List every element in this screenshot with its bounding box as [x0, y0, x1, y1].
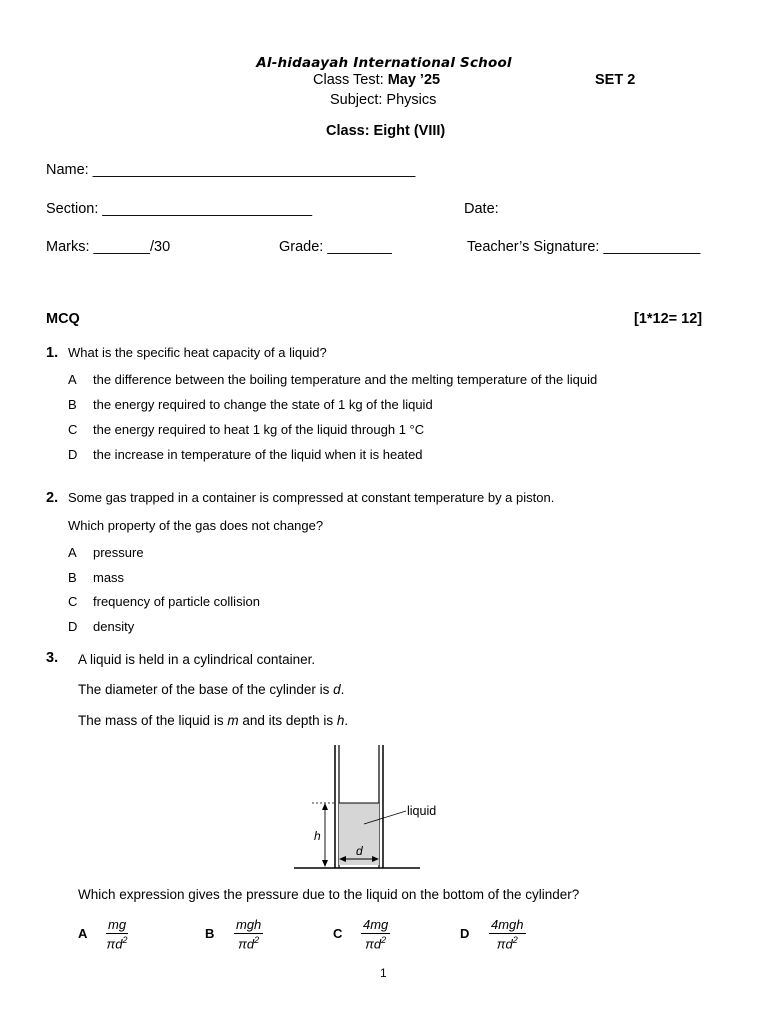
q2-option-d[interactable]: density: [93, 619, 135, 634]
q2-text: Some gas trapped in a container is compressed at constant temperature by a piston.: [68, 490, 555, 505]
q1-option-a[interactable]: the difference between the boiling temperature and the melting temperature of the liquid: [93, 372, 598, 387]
q3-var-m: m: [227, 713, 239, 728]
q3-number: 3.: [46, 650, 59, 666]
class-test-label: Class Test:: [313, 72, 384, 88]
fraction-numerator: mg: [108, 917, 127, 932]
q1-option-c[interactable]: the energy required to heat 1 kg of the liquid through 1 °C: [93, 422, 425, 437]
denominator-base: πd: [496, 936, 513, 952]
q3-line3-post: .: [344, 713, 349, 728]
denominator-base: πd: [365, 936, 382, 952]
fraction-denominator: [234, 934, 263, 951]
class-test-line: [313, 72, 440, 88]
q2-option-a[interactable]: pressure: [93, 545, 144, 560]
q1-option-letter: D: [68, 447, 78, 462]
q3-line3-mid: and its depth is: [238, 713, 337, 728]
q2-option-letter: B: [68, 570, 77, 585]
q2-option-letter: A: [68, 545, 77, 560]
q3-line2: [78, 682, 344, 697]
q2-option-b[interactable]: mass: [93, 570, 125, 585]
denominator-base: πd: [238, 936, 255, 952]
fraction-denominator: [106, 934, 128, 951]
section-field[interactable]: Section: __________________________: [46, 201, 313, 217]
date-field[interactable]: Date:: [464, 201, 499, 217]
h-arrow-head-top: [322, 803, 328, 810]
denominator-exponent: 2: [254, 935, 260, 945]
q1-option-letter: C: [68, 422, 78, 437]
q1-option-letter: A: [68, 372, 77, 387]
q1-option-b[interactable]: the energy required to change the state of 1 kg of the liquid: [93, 397, 433, 412]
fraction-denominator: [361, 934, 390, 951]
q2-subtext: Which property of the gas does not change?: [68, 518, 324, 533]
q3-option-letter: A: [78, 926, 88, 941]
q3-option-b[interactable]: [234, 917, 263, 951]
grade-field[interactable]: Grade: ________: [279, 239, 392, 255]
q3-option-d[interactable]: [489, 917, 526, 951]
q2-option-letter: D: [68, 619, 78, 634]
set-label: SET 2: [595, 72, 636, 88]
q3-option-letter: B: [205, 926, 215, 941]
mcq-marks: [1*12= 12]: [634, 311, 703, 327]
school-name: Al-hidaayah International School: [256, 55, 512, 71]
q3-question: Which expression gives the pressure due to the liquid on the bottom of the cylinder?: [78, 887, 580, 902]
subject-label: Subject: Physics: [330, 92, 437, 108]
marks-field[interactable]: Marks: _______/30: [46, 239, 171, 255]
h-arrow-head-bottom: [322, 860, 328, 867]
class-label: Class: Eight (VIII): [326, 123, 446, 139]
fraction-numerator: 4mg: [363, 917, 389, 932]
q3-line1: A liquid is held in a cylindrical container.: [78, 652, 316, 667]
page-number: 1: [380, 966, 387, 980]
q3-var-d: d: [333, 682, 341, 697]
q3-option-a[interactable]: [106, 917, 128, 951]
signature-field[interactable]: Teacher’s Signature: ____________: [467, 239, 701, 255]
name-field[interactable]: Name: ________________________________________: [46, 162, 416, 178]
class-test-value: May ’25: [387, 72, 441, 88]
q3-line3: [78, 713, 348, 728]
q1-option-letter: B: [68, 397, 77, 412]
denominator-exponent: 2: [512, 935, 518, 945]
q3-option-letter: C: [333, 926, 343, 941]
q1-option-d[interactable]: the increase in temperature of the liquid when it is heated: [93, 447, 423, 462]
q3-line2-pre: The diameter of the base of the cylinder is: [78, 682, 334, 697]
denominator-exponent: 2: [122, 935, 128, 945]
denominator-exponent: 2: [381, 935, 387, 945]
q1-number: 1.: [46, 345, 59, 361]
liquid-label: liquid: [407, 804, 437, 818]
q3-line3-pre: The mass of the liquid is: [78, 713, 228, 728]
fraction-numerator: 4mgh: [491, 917, 524, 932]
q2-option-letter: C: [68, 594, 78, 609]
mcq-title: MCQ: [46, 311, 80, 327]
q3-option-letter: D: [460, 926, 470, 941]
d-label: d: [356, 844, 363, 858]
fraction-denominator: [489, 934, 526, 951]
q2-number: 2.: [46, 490, 59, 506]
q2-option-c[interactable]: frequency of particle collision: [93, 594, 260, 609]
h-label: h: [314, 829, 321, 843]
q3-line2-post: .: [340, 682, 345, 697]
q1-text: What is the specific heat capacity of a liquid?: [68, 345, 327, 360]
q3-option-c[interactable]: [361, 917, 390, 951]
q3-var-h: h: [336, 713, 345, 728]
fraction-numerator: mgh: [236, 917, 262, 932]
denominator-base: πd: [106, 936, 123, 952]
cylinder-diagram: [290, 740, 437, 875]
